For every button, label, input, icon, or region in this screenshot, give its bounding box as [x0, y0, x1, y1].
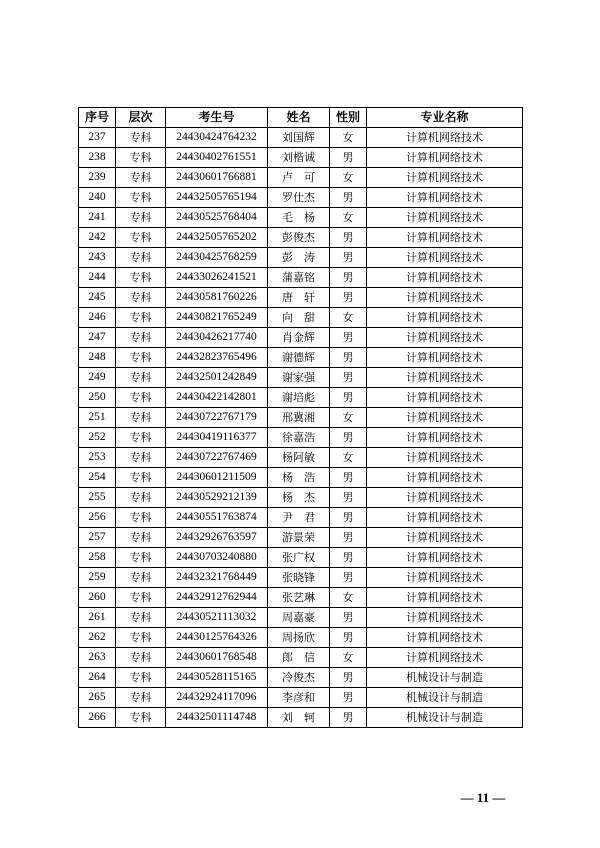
serial-cell: 238	[79, 148, 116, 168]
major-cell: 计算机网络技术	[367, 648, 523, 668]
exam-id-cell: 24430525768404	[166, 208, 268, 228]
exam-id-cell: 24430521113032	[166, 608, 268, 628]
table-row	[79, 708, 523, 728]
level-cell: 专科	[116, 168, 166, 188]
exam-id-cell: 24430426217740	[166, 328, 268, 348]
header-level: 层次	[116, 108, 166, 128]
gender-cell: 男	[330, 228, 367, 248]
serial-cell: 252	[79, 428, 116, 448]
serial-cell: 243	[79, 248, 116, 268]
name-cell: 罗仕杰	[268, 188, 330, 208]
exam-id-cell: 24430419116377	[166, 428, 268, 448]
gender-cell: 男	[330, 568, 367, 588]
serial-cell: 257	[79, 528, 116, 548]
level-cell: 专科	[116, 248, 166, 268]
table-row	[79, 488, 523, 508]
serial-cell: 240	[79, 188, 116, 208]
gender-cell: 男	[330, 428, 367, 448]
level-cell: 专科	[116, 128, 166, 148]
major-cell: 计算机网络技术	[367, 568, 523, 588]
serial-cell: 241	[79, 208, 116, 228]
name-cell: 冷俊杰	[268, 668, 330, 688]
major-cell: 计算机网络技术	[367, 188, 523, 208]
serial-cell: 248	[79, 348, 116, 368]
gender-cell: 男	[330, 688, 367, 708]
level-cell: 专科	[116, 208, 166, 228]
name-cell: 谢培彪	[268, 388, 330, 408]
level-cell: 专科	[116, 688, 166, 708]
major-cell: 计算机网络技术	[367, 228, 523, 248]
name-cell: 向 甜	[268, 308, 330, 328]
table-row	[79, 148, 523, 168]
serial-cell: 265	[79, 688, 116, 708]
major-cell: 计算机网络技术	[367, 408, 523, 428]
name-cell: 肖金辉	[268, 328, 330, 348]
table-header-row	[79, 108, 523, 128]
level-cell: 专科	[116, 468, 166, 488]
serial-cell: 249	[79, 368, 116, 388]
serial-cell: 261	[79, 608, 116, 628]
table-row	[79, 368, 523, 388]
exam-id-cell: 24433026241521	[166, 268, 268, 288]
exam-id-cell: 24430821765249	[166, 308, 268, 328]
name-cell: 刘 轲	[268, 708, 330, 728]
level-cell: 专科	[116, 148, 166, 168]
gender-cell: 女	[330, 168, 367, 188]
exam-id-cell: 24430529212139	[166, 488, 268, 508]
major-cell: 计算机网络技术	[367, 508, 523, 528]
exam-id-cell: 24430424764232	[166, 128, 268, 148]
level-cell: 专科	[116, 528, 166, 548]
gender-cell: 男	[330, 148, 367, 168]
gender-cell: 男	[330, 488, 367, 508]
gender-cell: 男	[330, 368, 367, 388]
major-cell: 计算机网络技术	[367, 288, 523, 308]
level-cell: 专科	[116, 448, 166, 468]
level-cell: 专科	[116, 588, 166, 608]
major-cell: 计算机网络技术	[367, 348, 523, 368]
gender-cell: 男	[330, 188, 367, 208]
level-cell: 专科	[116, 608, 166, 628]
serial-cell: 250	[79, 388, 116, 408]
table-row	[79, 428, 523, 448]
serial-cell: 237	[79, 128, 116, 148]
level-cell: 专科	[116, 548, 166, 568]
name-cell: 周嘉豪	[268, 608, 330, 628]
table-row	[79, 608, 523, 628]
exam-id-cell: 24430528115165	[166, 668, 268, 688]
level-cell: 专科	[116, 668, 166, 688]
table-row	[79, 408, 523, 428]
major-cell: 计算机网络技术	[367, 148, 523, 168]
serial-cell: 266	[79, 708, 116, 728]
level-cell: 专科	[116, 428, 166, 448]
table-row	[79, 588, 523, 608]
table-row	[79, 508, 523, 528]
exam-id-cell: 24432924117096	[166, 688, 268, 708]
major-cell: 计算机网络技术	[367, 268, 523, 288]
gender-cell: 男	[330, 548, 367, 568]
major-cell: 计算机网络技术	[367, 248, 523, 268]
exam-id-cell: 24432505765194	[166, 188, 268, 208]
name-cell: 李彦和	[268, 688, 330, 708]
name-cell: 彭俊杰	[268, 228, 330, 248]
gender-cell: 男	[330, 528, 367, 548]
serial-cell: 259	[79, 568, 116, 588]
table-row	[79, 648, 523, 668]
table-row	[79, 568, 523, 588]
table-row	[79, 548, 523, 568]
level-cell: 专科	[116, 488, 166, 508]
major-cell: 计算机网络技术	[367, 588, 523, 608]
header-name: 姓名	[268, 108, 330, 128]
table-row	[79, 348, 523, 368]
major-cell: 计算机网络技术	[367, 388, 523, 408]
serial-cell: 244	[79, 268, 116, 288]
exam-id-cell: 24432823765496	[166, 348, 268, 368]
serial-cell: 258	[79, 548, 116, 568]
gender-cell: 男	[330, 268, 367, 288]
exam-id-cell: 24430402761551	[166, 148, 268, 168]
level-cell: 专科	[116, 408, 166, 428]
gender-cell: 男	[330, 388, 367, 408]
serial-cell: 260	[79, 588, 116, 608]
table-row	[79, 208, 523, 228]
name-cell: 杨阿敏	[268, 448, 330, 468]
level-cell: 专科	[116, 388, 166, 408]
name-cell: 杨 杰	[268, 488, 330, 508]
name-cell: 蒲嘉铭	[268, 268, 330, 288]
major-cell: 机械设计与制造	[367, 668, 523, 688]
level-cell: 专科	[116, 308, 166, 328]
gender-cell: 男	[330, 328, 367, 348]
exam-id-cell: 24432501114748	[166, 708, 268, 728]
name-cell: 郎 信	[268, 648, 330, 668]
major-cell: 计算机网络技术	[367, 308, 523, 328]
gender-cell: 男	[330, 608, 367, 628]
major-cell: 计算机网络技术	[367, 128, 523, 148]
exam-id-cell: 24432501242849	[166, 368, 268, 388]
major-cell: 计算机网络技术	[367, 528, 523, 548]
table-row	[79, 328, 523, 348]
serial-cell: 239	[79, 168, 116, 188]
header-exam-id: 考生号	[166, 108, 268, 128]
exam-id-cell: 24432505765202	[166, 228, 268, 248]
gender-cell: 男	[330, 468, 367, 488]
exam-id-cell: 24430703240880	[166, 548, 268, 568]
name-cell: 刘楷诚	[268, 148, 330, 168]
name-cell: 谢德辉	[268, 348, 330, 368]
major-cell: 计算机网络技术	[367, 548, 523, 568]
gender-cell: 男	[330, 508, 367, 528]
gender-cell: 男	[330, 248, 367, 268]
table-row	[79, 668, 523, 688]
serial-cell: 254	[79, 468, 116, 488]
exam-id-cell: 24430601211509	[166, 468, 268, 488]
exam-id-cell: 24430422142801	[166, 388, 268, 408]
level-cell: 专科	[116, 648, 166, 668]
serial-cell: 262	[79, 628, 116, 648]
serial-cell: 255	[79, 488, 116, 508]
gender-cell: 男	[330, 288, 367, 308]
name-cell: 张广权	[268, 548, 330, 568]
gender-cell: 女	[330, 648, 367, 668]
level-cell: 专科	[116, 328, 166, 348]
table-row	[79, 448, 523, 468]
exam-id-cell: 24432321768449	[166, 568, 268, 588]
name-cell: 谢家强	[268, 368, 330, 388]
serial-cell: 247	[79, 328, 116, 348]
major-cell: 计算机网络技术	[367, 628, 523, 648]
major-cell: 计算机网络技术	[367, 208, 523, 228]
table-row	[79, 268, 523, 288]
table-row	[79, 188, 523, 208]
name-cell: 毛 杨	[268, 208, 330, 228]
gender-cell: 女	[330, 408, 367, 428]
table-row	[79, 288, 523, 308]
gender-cell: 男	[330, 348, 367, 368]
name-cell: 游景荣	[268, 528, 330, 548]
level-cell: 专科	[116, 708, 166, 728]
name-cell: 刘国辉	[268, 128, 330, 148]
name-cell: 张晓锋	[268, 568, 330, 588]
header-serial: 序号	[79, 108, 116, 128]
table-row	[79, 128, 523, 148]
admission-list-table	[78, 107, 523, 728]
major-cell: 机械设计与制造	[367, 688, 523, 708]
level-cell: 专科	[116, 228, 166, 248]
name-cell: 唐 轩	[268, 288, 330, 308]
serial-cell: 242	[79, 228, 116, 248]
table-row	[79, 628, 523, 648]
exam-id-cell: 24430601766881	[166, 168, 268, 188]
gender-cell: 女	[330, 448, 367, 468]
name-cell: 邢冀湘	[268, 408, 330, 428]
major-cell: 机械设计与制造	[367, 708, 523, 728]
gender-cell: 女	[330, 208, 367, 228]
header-gender: 性别	[330, 108, 367, 128]
table-row	[79, 688, 523, 708]
table-row	[79, 528, 523, 548]
level-cell: 专科	[116, 188, 166, 208]
name-cell: 杨 浩	[268, 468, 330, 488]
exam-id-cell: 24430722767469	[166, 448, 268, 468]
level-cell: 专科	[116, 268, 166, 288]
gender-cell: 女	[330, 308, 367, 328]
table-row	[79, 228, 523, 248]
serial-cell: 251	[79, 408, 116, 428]
name-cell: 卢 可	[268, 168, 330, 188]
major-cell: 计算机网络技术	[367, 608, 523, 628]
serial-cell: 264	[79, 668, 116, 688]
gender-cell: 女	[330, 588, 367, 608]
name-cell: 张艺琳	[268, 588, 330, 608]
table-row	[79, 468, 523, 488]
table-row	[79, 308, 523, 328]
major-cell: 计算机网络技术	[367, 448, 523, 468]
level-cell: 专科	[116, 368, 166, 388]
major-cell: 计算机网络技术	[367, 488, 523, 508]
name-cell: 彭 涛	[268, 248, 330, 268]
header-major: 专业名称	[367, 108, 523, 128]
exam-id-cell: 24430551763874	[166, 508, 268, 528]
table-row	[79, 168, 523, 188]
gender-cell: 男	[330, 668, 367, 688]
serial-cell: 253	[79, 448, 116, 468]
exam-id-cell: 24432926763597	[166, 528, 268, 548]
gender-cell: 男	[330, 628, 367, 648]
exam-id-cell: 24430601768548	[166, 648, 268, 668]
gender-cell: 男	[330, 708, 367, 728]
exam-id-cell: 24430425768259	[166, 248, 268, 268]
serial-cell: 256	[79, 508, 116, 528]
level-cell: 专科	[116, 628, 166, 648]
exam-id-cell: 24430125764326	[166, 628, 268, 648]
major-cell: 计算机网络技术	[367, 468, 523, 488]
name-cell: 徐嘉浩	[268, 428, 330, 448]
exam-id-cell: 24432912762944	[166, 588, 268, 608]
serial-cell: 263	[79, 648, 116, 668]
major-cell: 计算机网络技术	[367, 368, 523, 388]
level-cell: 专科	[116, 568, 166, 588]
exam-id-cell: 24430581760226	[166, 288, 268, 308]
level-cell: 专科	[116, 508, 166, 528]
gender-cell: 女	[330, 128, 367, 148]
level-cell: 专科	[116, 288, 166, 308]
table-row	[79, 248, 523, 268]
name-cell: 尹 君	[268, 508, 330, 528]
major-cell: 计算机网络技术	[367, 168, 523, 188]
table-row	[79, 388, 523, 408]
major-cell: 计算机网络技术	[367, 428, 523, 448]
serial-cell: 246	[79, 308, 116, 328]
serial-cell: 245	[79, 288, 116, 308]
page-number: — 11 —	[460, 790, 506, 805]
level-cell: 专科	[116, 348, 166, 368]
name-cell: 周扬欣	[268, 628, 330, 648]
major-cell: 计算机网络技术	[367, 328, 523, 348]
exam-id-cell: 24430722767179	[166, 408, 268, 428]
